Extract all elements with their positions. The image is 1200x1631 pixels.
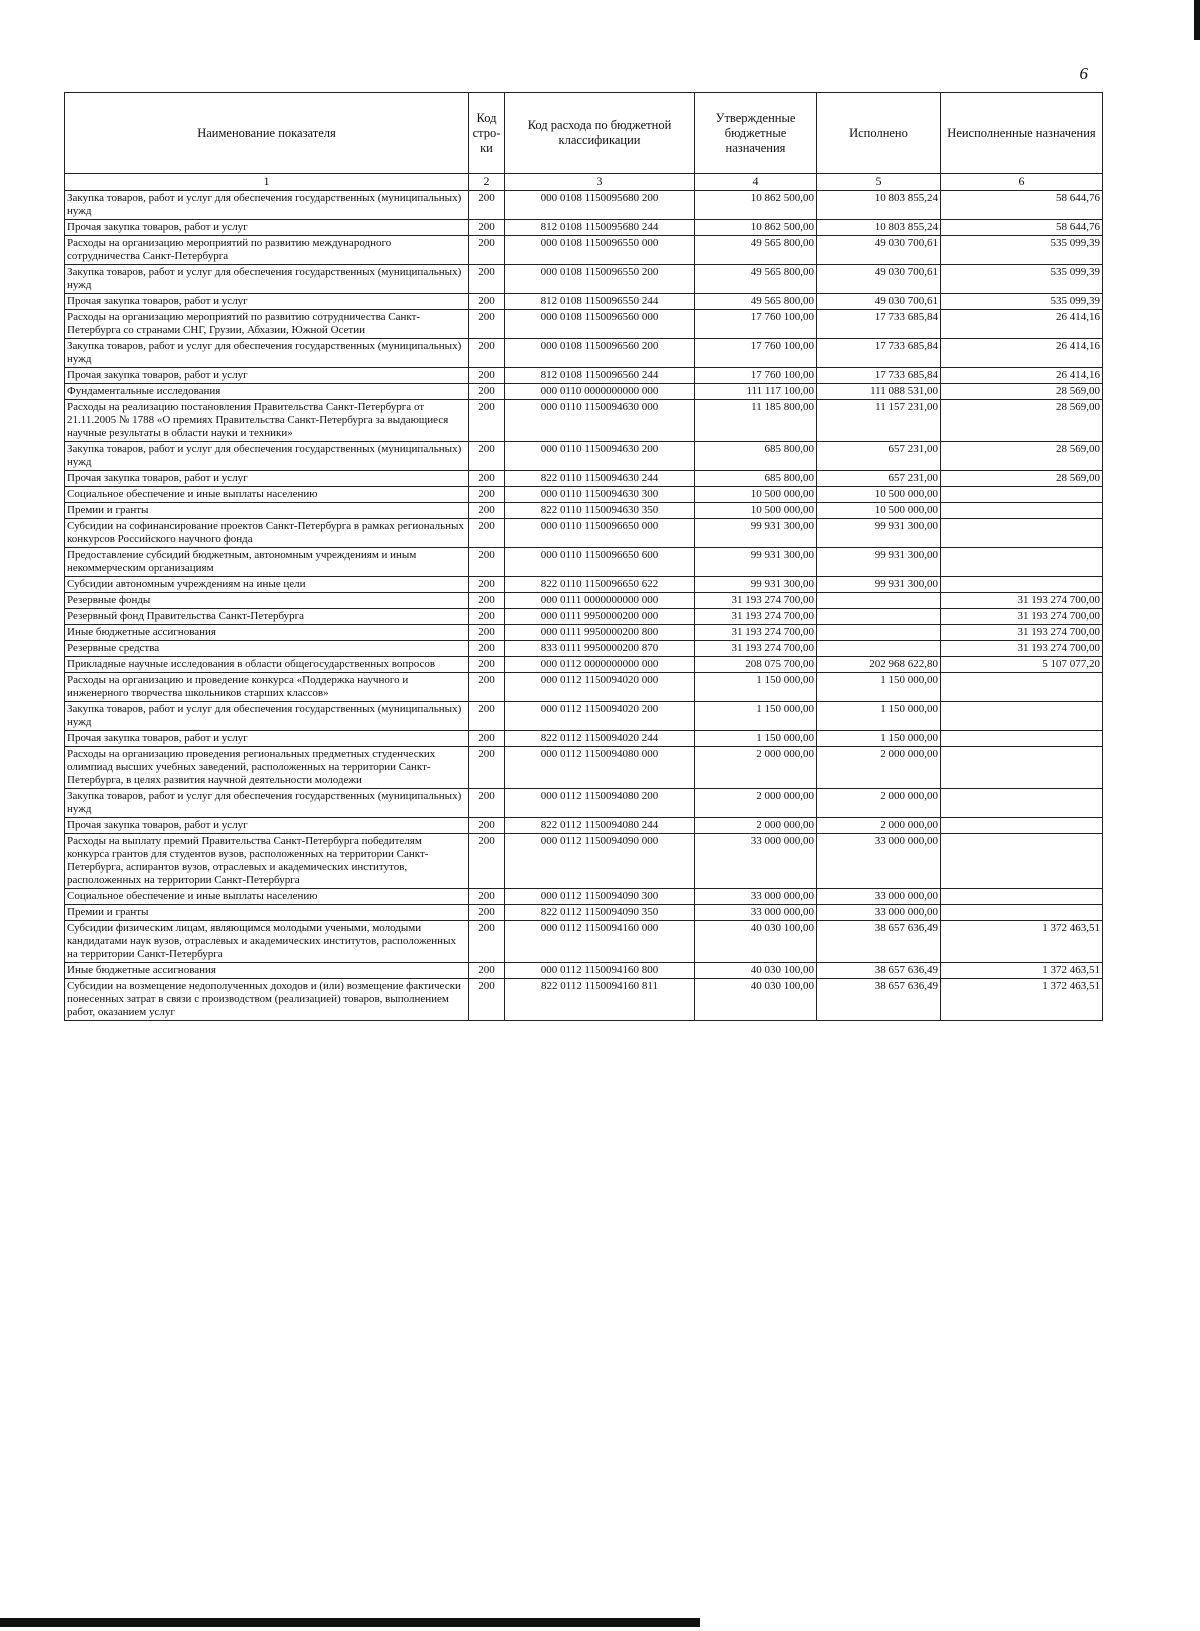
row-classification-code: 000 0110 0000000000 000 — [505, 384, 695, 400]
row-line-code: 200 — [469, 979, 505, 1021]
row-approved: 10 862 500,00 — [695, 191, 817, 220]
row-unexecuted: 535 099,39 — [941, 236, 1103, 265]
row-unexecuted: 26 414,16 — [941, 368, 1103, 384]
table-row — [65, 487, 1103, 503]
row-name: Расходы на выплату премий Правительства Санкт-Петербурга победителям конкурса грантов для студентов вузов, расположенных на территории Санкт-Петербурга, аспирантов вузов, отраслевых и академических институтов, расположенных на территории Санкт-Петербурга — [65, 834, 469, 889]
row-unexecuted — [941, 702, 1103, 731]
row-unexecuted — [941, 731, 1103, 747]
row-unexecuted — [941, 577, 1103, 593]
row-unexecuted: 1 372 463,51 — [941, 963, 1103, 979]
row-line-code: 200 — [469, 641, 505, 657]
row-executed: 1 150 000,00 — [817, 702, 941, 731]
row-line-code: 200 — [469, 834, 505, 889]
row-line-code: 200 — [469, 294, 505, 310]
column-number: 3 — [505, 174, 695, 191]
row-name: Расходы на организацию мероприятий по развитию международного сотрудничества Санкт-Петербурга — [65, 236, 469, 265]
table-row — [65, 503, 1103, 519]
row-classification-code: 822 0110 1150094630 244 — [505, 471, 695, 487]
table-row — [65, 818, 1103, 834]
row-name: Премии и гранты — [65, 905, 469, 921]
row-approved: 33 000 000,00 — [695, 889, 817, 905]
row-line-code: 200 — [469, 731, 505, 747]
table-row — [65, 609, 1103, 625]
row-executed: 17 733 685,84 — [817, 310, 941, 339]
row-classification-code: 000 0112 1150094160 800 — [505, 963, 695, 979]
row-classification-code: 000 0110 1150096650 000 — [505, 519, 695, 548]
row-unexecuted — [941, 905, 1103, 921]
row-executed: 33 000 000,00 — [817, 834, 941, 889]
row-name: Закупка товаров, работ и услуг для обеспечения государственных (муниципальных) нужд — [65, 789, 469, 818]
row-name: Субсидии на возмещение недополученных доходов и (или) возмещение фактически понесенных затрат в связи с производством (реализацией) товаров, выполнением работ, оказанием услуг — [65, 979, 469, 1021]
row-unexecuted — [941, 789, 1103, 818]
row-executed — [817, 641, 941, 657]
row-approved: 10 862 500,00 — [695, 220, 817, 236]
row-line-code: 200 — [469, 519, 505, 548]
row-classification-code: 000 0112 1150094020 000 — [505, 673, 695, 702]
table-row — [65, 731, 1103, 747]
table-row — [65, 220, 1103, 236]
row-approved: 208 075 700,00 — [695, 657, 817, 673]
row-unexecuted: 58 644,76 — [941, 220, 1103, 236]
row-classification-code: 000 0108 1150095680 200 — [505, 191, 695, 220]
row-classification-code: 000 0112 1150094080 200 — [505, 789, 695, 818]
row-unexecuted — [941, 834, 1103, 889]
row-unexecuted: 535 099,39 — [941, 294, 1103, 310]
row-executed: 49 030 700,61 — [817, 294, 941, 310]
row-line-code: 200 — [469, 368, 505, 384]
row-line-code: 200 — [469, 818, 505, 834]
row-approved: 2 000 000,00 — [695, 818, 817, 834]
header-classification-code: Код расхода по бюджетной классификации — [505, 93, 695, 174]
row-line-code: 200 — [469, 609, 505, 625]
row-name: Социальное обеспечение и иные выплаты населению — [65, 889, 469, 905]
row-line-code: 200 — [469, 789, 505, 818]
row-unexecuted — [941, 548, 1103, 577]
row-name: Резервный фонд Правительства Санкт-Петербурга — [65, 609, 469, 625]
row-name: Закупка товаров, работ и услуг для обеспечения государственных (муниципальных) нужд — [65, 442, 469, 471]
row-classification-code: 822 0110 1150096650 622 — [505, 577, 695, 593]
row-unexecuted — [941, 487, 1103, 503]
row-classification-code: 822 0110 1150094630 350 — [505, 503, 695, 519]
row-line-code: 200 — [469, 220, 505, 236]
row-executed — [817, 609, 941, 625]
row-name: Расходы на реализацию постановления Правительства Санкт-Петербурга от 21.11.2005 № 1788 «О премиях Правительства Санкт-Петербурга за выдающиеся научные результаты в области науки и техники» — [65, 400, 469, 442]
row-classification-code: 000 0110 1150094630 300 — [505, 487, 695, 503]
table-row — [65, 593, 1103, 609]
table-row — [65, 905, 1103, 921]
row-unexecuted: 1 372 463,51 — [941, 979, 1103, 1021]
row-line-code: 200 — [469, 442, 505, 471]
row-line-code: 200 — [469, 921, 505, 963]
row-classification-code: 000 0112 0000000000 000 — [505, 657, 695, 673]
row-classification-code: 000 0112 1150094090 000 — [505, 834, 695, 889]
row-classification-code: 822 0112 1150094160 811 — [505, 979, 695, 1021]
table-row — [65, 889, 1103, 905]
row-line-code: 200 — [469, 471, 505, 487]
table-row — [65, 368, 1103, 384]
row-unexecuted: 1 372 463,51 — [941, 921, 1103, 963]
row-executed: 1 150 000,00 — [817, 731, 941, 747]
row-approved: 685 800,00 — [695, 471, 817, 487]
row-line-code: 200 — [469, 339, 505, 368]
row-classification-code: 000 0108 1150096560 000 — [505, 310, 695, 339]
row-classification-code: 822 0112 1150094090 350 — [505, 905, 695, 921]
column-number: 5 — [817, 174, 941, 191]
row-unexecuted: 5 107 077,20 — [941, 657, 1103, 673]
row-line-code: 200 — [469, 548, 505, 577]
column-number: 2 — [469, 174, 505, 191]
row-approved: 49 565 800,00 — [695, 265, 817, 294]
row-classification-code: 833 0111 9950000200 870 — [505, 641, 695, 657]
row-executed: 38 657 636,49 — [817, 979, 941, 1021]
row-line-code: 200 — [469, 963, 505, 979]
row-classification-code: 000 0112 1150094160 000 — [505, 921, 695, 963]
row-unexecuted: 26 414,16 — [941, 339, 1103, 368]
row-unexecuted: 28 569,00 — [941, 442, 1103, 471]
row-line-code: 200 — [469, 310, 505, 339]
row-approved: 40 030 100,00 — [695, 921, 817, 963]
row-executed: 1 150 000,00 — [817, 673, 941, 702]
column-number: 6 — [941, 174, 1103, 191]
row-approved: 31 193 274 700,00 — [695, 609, 817, 625]
row-name: Прочая закупка товаров, работ и услуг — [65, 368, 469, 384]
row-line-code: 200 — [469, 673, 505, 702]
header-approved: Утвержденные бюджетные назначения — [695, 93, 817, 174]
table-row — [65, 384, 1103, 400]
row-approved: 10 500 000,00 — [695, 503, 817, 519]
row-name: Иные бюджетные ассигнования — [65, 625, 469, 641]
column-number: 1 — [65, 174, 469, 191]
row-unexecuted: 31 193 274 700,00 — [941, 625, 1103, 641]
row-approved: 2 000 000,00 — [695, 789, 817, 818]
row-line-code: 200 — [469, 487, 505, 503]
row-unexecuted — [941, 673, 1103, 702]
row-name: Иные бюджетные ассигнования — [65, 963, 469, 979]
row-executed: 657 231,00 — [817, 442, 941, 471]
row-classification-code: 812 0108 1150096560 244 — [505, 368, 695, 384]
row-approved: 40 030 100,00 — [695, 979, 817, 1021]
row-approved: 31 193 274 700,00 — [695, 593, 817, 609]
row-approved: 17 760 100,00 — [695, 368, 817, 384]
row-executed: 10 500 000,00 — [817, 487, 941, 503]
header-name: Наименование показателя — [65, 93, 469, 174]
row-unexecuted: 31 193 274 700,00 — [941, 609, 1103, 625]
row-line-code: 200 — [469, 657, 505, 673]
row-classification-code: 000 0112 1150094090 300 — [505, 889, 695, 905]
row-line-code: 200 — [469, 593, 505, 609]
row-line-code: 200 — [469, 905, 505, 921]
row-name: Резервные средства — [65, 641, 469, 657]
table-row — [65, 339, 1103, 368]
row-approved: 1 150 000,00 — [695, 731, 817, 747]
row-approved: 33 000 000,00 — [695, 905, 817, 921]
row-unexecuted — [941, 889, 1103, 905]
row-unexecuted: 28 569,00 — [941, 384, 1103, 400]
row-approved: 99 931 300,00 — [695, 519, 817, 548]
row-executed: 202 968 622,80 — [817, 657, 941, 673]
row-approved: 99 931 300,00 — [695, 548, 817, 577]
table-row — [65, 657, 1103, 673]
table-row — [65, 191, 1103, 220]
row-executed: 10 803 855,24 — [817, 191, 941, 220]
row-line-code: 200 — [469, 503, 505, 519]
row-name: Закупка товаров, работ и услуг для обеспечения государственных (муниципальных) нужд — [65, 191, 469, 220]
table-row — [65, 747, 1103, 789]
row-classification-code: 000 0111 9950000200 800 — [505, 625, 695, 641]
row-unexecuted: 28 569,00 — [941, 471, 1103, 487]
row-name: Субсидии на софинансирование проектов Санкт-Петербурга в рамках региональных конкурсов Российского научного фонда — [65, 519, 469, 548]
row-approved: 31 193 274 700,00 — [695, 625, 817, 641]
table-row — [65, 963, 1103, 979]
row-line-code: 200 — [469, 577, 505, 593]
row-name: Фундаментальные исследования — [65, 384, 469, 400]
row-classification-code: 000 0110 1150096650 600 — [505, 548, 695, 577]
row-classification-code: 812 0108 1150095680 244 — [505, 220, 695, 236]
row-name: Закупка товаров, работ и услуг для обеспечения государственных (муниципальных) нужд — [65, 702, 469, 731]
row-name: Резервные фонды — [65, 593, 469, 609]
table-row — [65, 442, 1103, 471]
row-classification-code: 000 0111 9950000200 000 — [505, 609, 695, 625]
row-classification-code: 000 0111 0000000000 000 — [505, 593, 695, 609]
budget-execution-table — [64, 92, 1103, 1021]
row-name: Закупка товаров, работ и услуг для обеспечения государственных (муниципальных) нужд — [65, 265, 469, 294]
row-name: Премии и гранты — [65, 503, 469, 519]
row-approved: 40 030 100,00 — [695, 963, 817, 979]
row-classification-code: 822 0112 1150094080 244 — [505, 818, 695, 834]
row-line-code: 200 — [469, 889, 505, 905]
row-name: Субсидии физическим лицам, являющимся молодыми учеными, молодыми кандидатами наук вузов, отраслевых и академических институтов, расположенных на территории Санкт-Петербурга — [65, 921, 469, 963]
table-row — [65, 519, 1103, 548]
row-approved: 99 931 300,00 — [695, 577, 817, 593]
table-row — [65, 702, 1103, 731]
row-executed: 10 803 855,24 — [817, 220, 941, 236]
row-approved: 1 150 000,00 — [695, 673, 817, 702]
row-name: Расходы на организацию мероприятий по развитию сотрудничества Санкт-Петербурга со странами СНГ, Грузии, Абхазии, Южной Осетии — [65, 310, 469, 339]
row-name: Прочая закупка товаров, работ и услуг — [65, 471, 469, 487]
row-line-code: 200 — [469, 236, 505, 265]
row-name: Закупка товаров, работ и услуг для обеспечения государственных (муниципальных) нужд — [65, 339, 469, 368]
table-body — [65, 191, 1103, 1021]
row-classification-code: 822 0112 1150094020 244 — [505, 731, 695, 747]
row-name: Прочая закупка товаров, работ и услуг — [65, 818, 469, 834]
row-name: Прочая закупка товаров, работ и услуг — [65, 294, 469, 310]
row-line-code: 200 — [469, 747, 505, 789]
row-classification-code: 000 0112 1150094080 000 — [505, 747, 695, 789]
row-approved: 33 000 000,00 — [695, 834, 817, 889]
row-name: Прочая закупка товаров, работ и услуг — [65, 731, 469, 747]
row-name: Субсидии автономным учреждениям на иные цели — [65, 577, 469, 593]
row-executed: 657 231,00 — [817, 471, 941, 487]
row-approved: 2 000 000,00 — [695, 747, 817, 789]
table-row — [65, 265, 1103, 294]
row-approved: 10 500 000,00 — [695, 487, 817, 503]
row-unexecuted — [941, 818, 1103, 834]
table-row — [65, 921, 1103, 963]
table-row — [65, 310, 1103, 339]
row-executed: 2 000 000,00 — [817, 818, 941, 834]
row-name: Предоставление субсидий бюджетным, автономным учреждениям и иным некоммерческим организациям — [65, 548, 469, 577]
table-row — [65, 471, 1103, 487]
row-executed — [817, 625, 941, 641]
row-unexecuted: 58 644,76 — [941, 191, 1103, 220]
row-classification-code: 812 0108 1150096550 244 — [505, 294, 695, 310]
row-unexecuted: 28 569,00 — [941, 400, 1103, 442]
row-name: Прочая закупка товаров, работ и услуг — [65, 220, 469, 236]
row-executed: 49 030 700,61 — [817, 236, 941, 265]
row-name: Расходы на организацию проведения региональных предметных студенческих олимпиад высших учебных заведений, расположенных на территории Санкт-Петербурга, в целях развития научной деятельности молодежи — [65, 747, 469, 789]
row-approved: 685 800,00 — [695, 442, 817, 471]
row-line-code: 200 — [469, 400, 505, 442]
table-row — [65, 789, 1103, 818]
table-row — [65, 294, 1103, 310]
row-classification-code: 000 0112 1150094020 200 — [505, 702, 695, 731]
row-approved: 49 565 800,00 — [695, 294, 817, 310]
table-row — [65, 236, 1103, 265]
table-row — [65, 625, 1103, 641]
page-number: 6 — [1079, 64, 1088, 83]
row-executed: 111 088 531,00 — [817, 384, 941, 400]
row-approved: 17 760 100,00 — [695, 339, 817, 368]
row-executed: 17 733 685,84 — [817, 368, 941, 384]
table-row — [65, 400, 1103, 442]
table-row — [65, 979, 1103, 1021]
row-executed: 11 157 231,00 — [817, 400, 941, 442]
row-name: Расходы на организацию и проведение конкурса «Поддержка научного и инженерного творчества школьников старших классов» — [65, 673, 469, 702]
row-classification-code: 000 0110 1150094630 000 — [505, 400, 695, 442]
table-row — [65, 548, 1103, 577]
table-row — [65, 641, 1103, 657]
table-row — [65, 577, 1103, 593]
row-unexecuted: 31 193 274 700,00 — [941, 641, 1103, 657]
row-unexecuted — [941, 503, 1103, 519]
table-row — [65, 673, 1103, 702]
row-executed: 38 657 636,49 — [817, 921, 941, 963]
row-classification-code: 000 0108 1150096550 000 — [505, 236, 695, 265]
row-unexecuted — [941, 747, 1103, 789]
row-executed: 2 000 000,00 — [817, 747, 941, 789]
row-executed: 99 931 300,00 — [817, 519, 941, 548]
row-unexecuted: 535 099,39 — [941, 265, 1103, 294]
row-line-code: 200 — [469, 191, 505, 220]
row-line-code: 200 — [469, 265, 505, 294]
row-name: Социальное обеспечение и иные выплаты населению — [65, 487, 469, 503]
row-executed — [817, 593, 941, 609]
row-executed: 38 657 636,49 — [817, 963, 941, 979]
row-line-code: 200 — [469, 625, 505, 641]
row-executed: 17 733 685,84 — [817, 339, 941, 368]
row-executed: 99 931 300,00 — [817, 577, 941, 593]
scan-bottom-bar — [0, 1618, 700, 1627]
header-executed: Исполнено — [817, 93, 941, 174]
row-unexecuted: 31 193 274 700,00 — [941, 593, 1103, 609]
header-line-code: Код стро-ки — [469, 93, 505, 174]
column-number: 4 — [695, 174, 817, 191]
row-classification-code: 000 0110 1150094630 200 — [505, 442, 695, 471]
row-approved: 111 117 100,00 — [695, 384, 817, 400]
row-executed: 33 000 000,00 — [817, 889, 941, 905]
row-unexecuted — [941, 519, 1103, 548]
row-classification-code: 000 0108 1150096560 200 — [505, 339, 695, 368]
row-classification-code: 000 0108 1150096550 200 — [505, 265, 695, 294]
row-approved: 17 760 100,00 — [695, 310, 817, 339]
row-name: Прикладные научные исследования в области общегосударственных вопросов — [65, 657, 469, 673]
header-unexecuted: Неисполненные назначения — [941, 93, 1103, 174]
row-executed: 33 000 000,00 — [817, 905, 941, 921]
column-number-row — [65, 174, 1103, 191]
row-unexecuted: 26 414,16 — [941, 310, 1103, 339]
table-row — [65, 834, 1103, 889]
row-line-code: 200 — [469, 702, 505, 731]
row-executed: 99 931 300,00 — [817, 548, 941, 577]
row-approved: 31 193 274 700,00 — [695, 641, 817, 657]
row-line-code: 200 — [469, 384, 505, 400]
row-approved: 49 565 800,00 — [695, 236, 817, 265]
row-executed: 49 030 700,61 — [817, 265, 941, 294]
row-approved: 11 185 800,00 — [695, 400, 817, 442]
scan-edge-mark — [1194, 0, 1200, 40]
row-approved: 1 150 000,00 — [695, 702, 817, 731]
row-executed: 10 500 000,00 — [817, 503, 941, 519]
table-header-row — [65, 93, 1103, 174]
row-executed: 2 000 000,00 — [817, 789, 941, 818]
